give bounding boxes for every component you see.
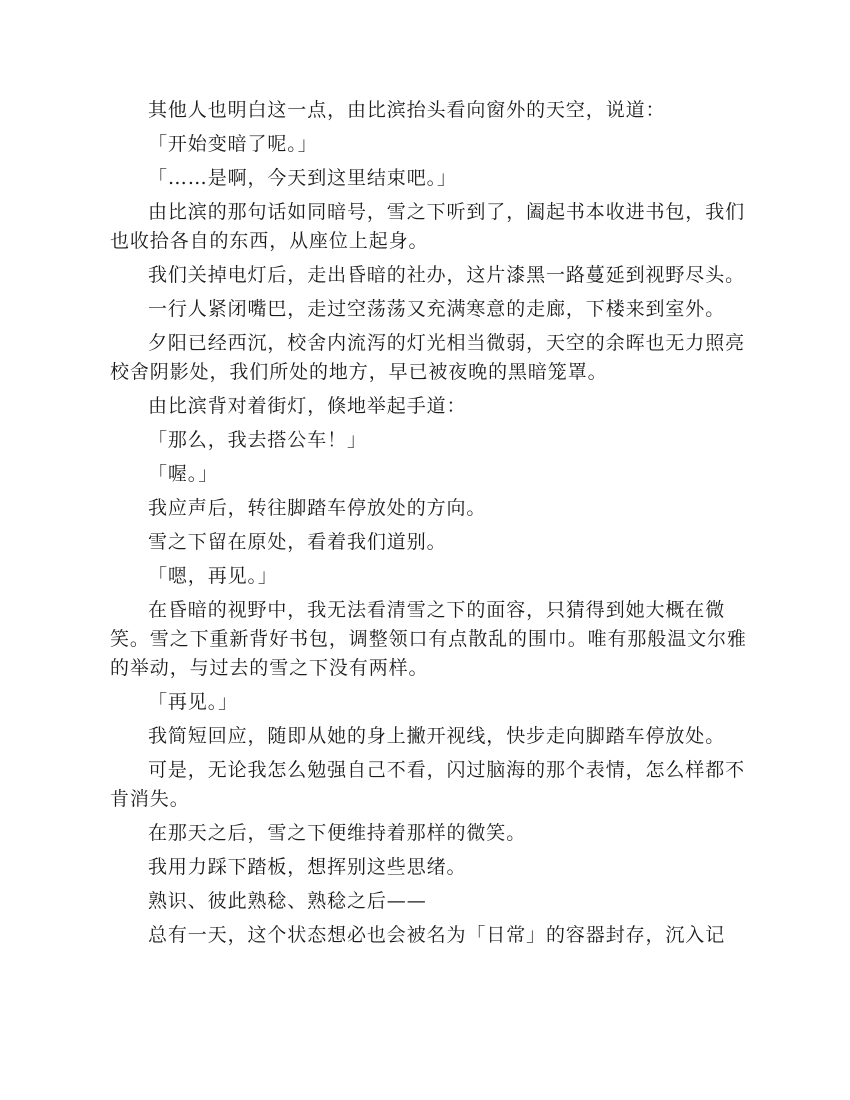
paragraph: 「再见。」 [148, 691, 239, 713]
paragraph: 「喔。」 [148, 463, 219, 485]
paragraph: 我用力踩下踏板，想挥别这些思绪。 [148, 856, 467, 878]
paragraph: 我简短回应，随即从她的身上撇开视线，快步走向脚踏车停放处。 [148, 725, 726, 747]
paragraph: 雪之下留在原处，看着我们道别。 [148, 531, 447, 553]
paragraph: 总有一天，这个状态想必也会被名为「日常」的容器封存，沉入记 [148, 924, 726, 946]
paragraph: 由比滨背对着街灯，倏地举起手道： [148, 395, 467, 417]
paragraph: 「嗯，再见。」 [148, 565, 278, 587]
paragraph: 由比滨的那句话如同暗号，雪之下听到了，阖起书本收进书包，我们也收拾各自的东西，从座位上起身。 [110, 201, 746, 252]
paragraph: 「那么，我去搭公车！」 [148, 429, 367, 451]
paragraph: 其他人也明白这一点，由比滨抬头看向窗外的天空，说道： [148, 99, 666, 121]
paragraph: 熟识、彼此熟稔、熟稔之后—— [148, 890, 427, 912]
paragraph: 一行人紧闭嘴巴，走过空荡荡又充满寒意的走廊，下楼来到室外。 [148, 298, 726, 320]
paragraph: 可是，无论我怎么勉强自己不看，闪过脑海的那个表情，怎么样都不肯消失。 [110, 759, 746, 810]
paragraph: 「开始变暗了呢。」 [148, 133, 318, 155]
paragraph: 夕阳已经西沉，校舍内流泻的灯光相当微弱，天空的余晖也无力照亮校舍阴影处，我们所处的地方，早已被夜晚的黑暗笼罩。 [110, 332, 746, 383]
paragraph: 在那天之后，雪之下便维持着那样的微笑。 [148, 822, 527, 844]
text-body [110, 96, 750, 955]
paragraph: 我们关掉电灯后，走出昏暗的社办，这片漆黑一路蔓延到视野尽头。 [148, 264, 746, 286]
paragraph: 「……是啊，今天到这里结束吧。」 [148, 167, 457, 189]
paragraph: 我应声后，转往脚踏车停放处的方向。 [148, 497, 487, 519]
paragraph: 在昏暗的视野中，我无法看清雪之下的面容，只猜得到她大概在微笑。雪之下重新背好书包，调整领口有点散乱的围巾。唯有那般温文尔雅的举动，与过去的雪之下没有两样。 [110, 599, 747, 679]
